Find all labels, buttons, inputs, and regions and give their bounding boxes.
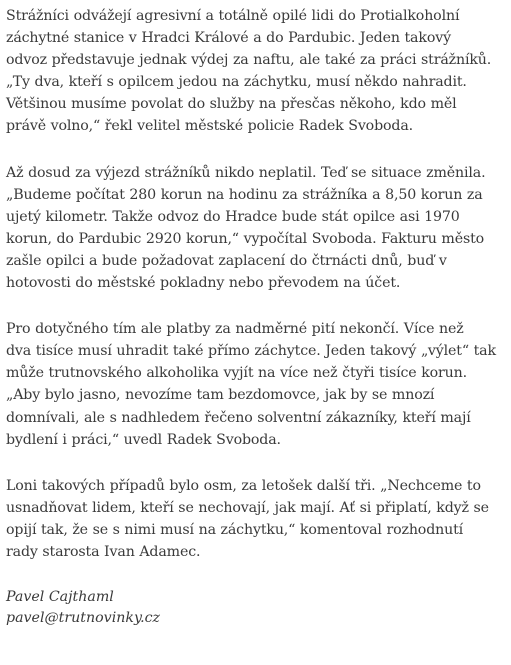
- article-paragraph-2: [6, 162, 505, 295]
- paragraph-line: Strážníci odvážejí agresivní a totálně opilé lidi do Protialkoholní: [6, 8, 460, 24]
- paragraph-line: hotovosti do městské pokladny nebo převodem na účet.: [6, 275, 401, 292]
- author-name: Pavel Cajthaml: [6, 589, 114, 606]
- paragraph-line: „Budeme počítat 280 korun na hodinu za strážníka a 8,50 korun za: [6, 186, 483, 203]
- article-paragraph-1: [6, 5, 505, 138]
- paragraph-line: Většinou musíme povolat do služby na přesčas někoho, kdo měl: [6, 96, 457, 113]
- paragraph-line: „Aby bylo jasno, nevozíme tam bezdomovce, jak by se mnozí: [6, 387, 435, 404]
- paragraph-line: domnívali, ale s nadhledem řečeno solventní zákazníky, kteří mají: [6, 409, 471, 426]
- paragraph-line: Pro dotyčného tím ale platby za nadměrné pití nekončí. Více než: [6, 321, 464, 338]
- paragraph-line: Až dosud za výjezd strážníků nikdo neplatil. Teď se situace změnila.: [6, 164, 486, 181]
- paragraph-line: Loni takových případů bylo osm, za letošek další tři. „Nechceme to: [6, 477, 481, 494]
- paragraph-line: záchytné stanice v Hradci Králové a do Pardubic. Jeden takový: [6, 30, 451, 47]
- author-email: pavel@trutnovinky.cz: [6, 610, 161, 627]
- paragraph-line: ujetý kilometr. Takže odvoz do Hradce bude stát opilce asi 1970: [6, 208, 460, 225]
- paragraph-line: odvoz představuje jednak výdej za naftu, ale také za práci strážníků.: [6, 52, 492, 69]
- paragraph-line: rady starosta Ivan Adamec.: [6, 543, 201, 560]
- paragraph-line: bydlení i práci,“ uvedl Radek Svoboda.: [6, 431, 281, 448]
- paragraph-line: „Ty dva, kteří s opilcem jedou na záchytku, musí někdo nahradit.: [6, 74, 467, 91]
- paragraph-line: může trutnovského alkoholika vyjít na více než čtyři tisíce korun.: [6, 365, 468, 382]
- byline: [6, 587, 505, 629]
- paragraph-line: korun, do Pardubic 2920 korun,“ vypočítal Svoboda. Fakturu město: [6, 230, 485, 247]
- paragraph-line: usnadňovat lidem, kteří se nechovají, jak mají. Ať si připlatí, když se: [6, 499, 489, 516]
- article-paragraph-3: [6, 318, 505, 451]
- paragraph-line: opijí tak, že se s nimi musí na záchytku,“ komentoval rozhodnutí: [6, 521, 464, 538]
- paragraph-line: právě volno,“ řekl velitel městské policie Radek Svoboda.: [6, 118, 413, 135]
- paragraph-line: zašle opilci a bude požadovat zaplacení do čtrnácti dnů, buď v: [6, 252, 447, 269]
- paragraph-line: dva tisíce musí uhradit také přímo záchytce. Jeden takový „výlet“ tak: [6, 343, 496, 360]
- article-paragraph-4: [6, 475, 505, 563]
